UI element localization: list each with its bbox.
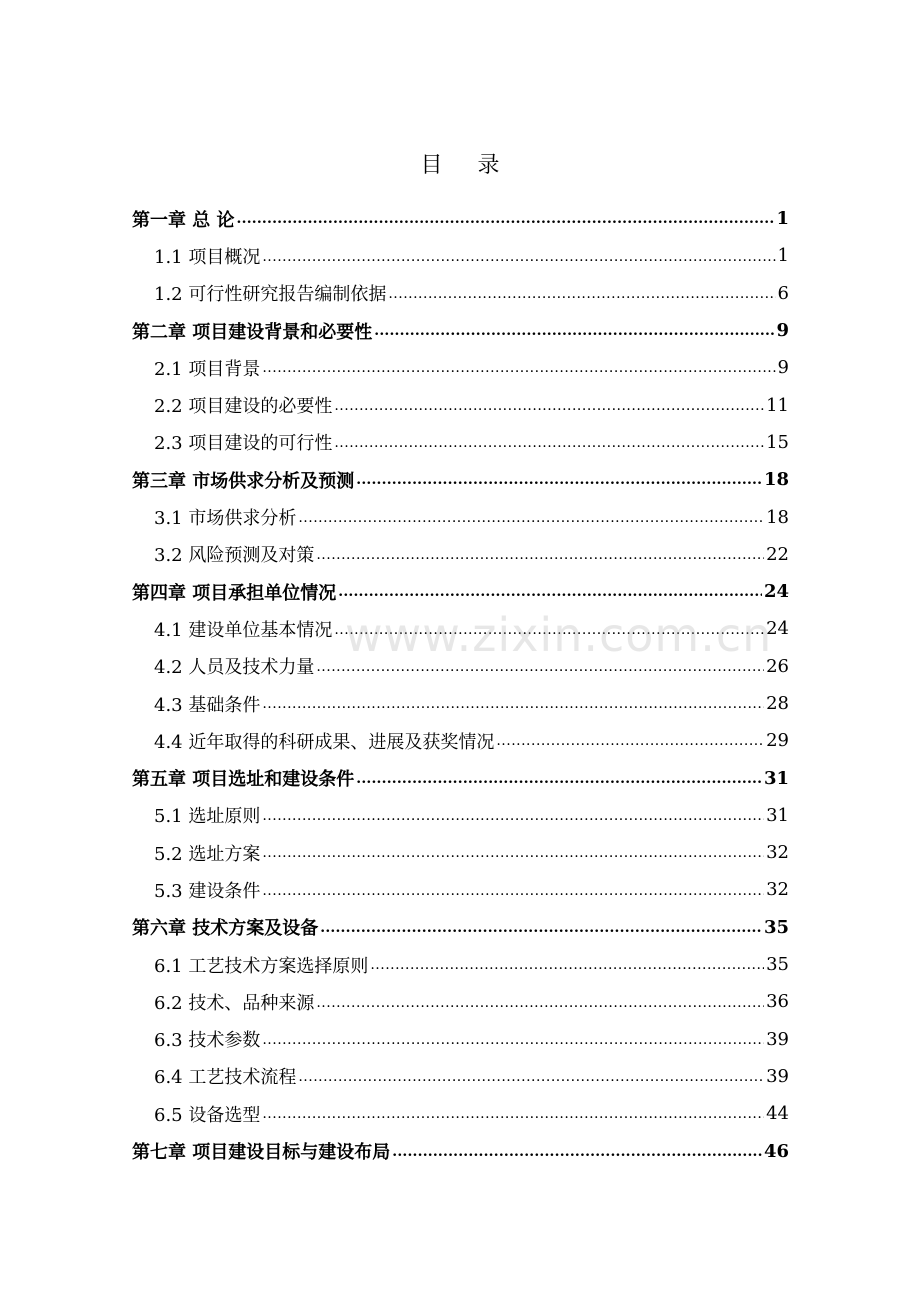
toc-page-number: 1 bbox=[776, 208, 789, 230]
toc-dot-leader bbox=[237, 212, 775, 237]
toc-page-number: 18 bbox=[763, 469, 789, 491]
toc-section-entry[interactable] bbox=[132, 1058, 789, 1095]
toc-section-entry[interactable] bbox=[132, 275, 789, 312]
toc-chapter-entry[interactable] bbox=[132, 1132, 789, 1169]
watermark: www.zixin.com.cn bbox=[345, 608, 773, 662]
toc-section-entry[interactable] bbox=[132, 834, 789, 871]
toc-entry-label: 5.1 选址原则 bbox=[154, 806, 261, 828]
toc-chapter-entry[interactable] bbox=[132, 759, 789, 796]
toc-section-entry[interactable] bbox=[132, 386, 789, 423]
toc-dot-leader bbox=[262, 361, 775, 386]
toc-page-number: 46 bbox=[763, 1140, 789, 1162]
toc-section-entry[interactable] bbox=[132, 1095, 789, 1132]
toc-page-number: 35 bbox=[766, 954, 789, 976]
toc-entry-label: 3.2 风险预测及对策 bbox=[154, 545, 315, 567]
toc-dot-leader bbox=[298, 511, 764, 536]
toc-dot-leader bbox=[388, 287, 775, 312]
toc-entry-label: 4.3 基础条件 bbox=[154, 694, 261, 716]
toc-dot-leader bbox=[370, 958, 764, 983]
toc-entry-label: 4.4 近年取得的科研成果、进展及获奖情况 bbox=[154, 731, 495, 753]
toc-entry-label: 3.1 市场供求分析 bbox=[154, 508, 297, 530]
toc-section-entry[interactable] bbox=[132, 1021, 789, 1058]
toc-page-number: 24 bbox=[766, 618, 789, 640]
toc-entry-label: 2.1 项目背景 bbox=[154, 358, 261, 380]
toc-page-number: 28 bbox=[766, 693, 789, 714]
toc-page-number: 1 bbox=[777, 245, 789, 267]
toc-dot-leader bbox=[334, 399, 764, 424]
toc-chapter-entry[interactable] bbox=[132, 312, 789, 349]
toc-entry-label: 1.1 项目概况 bbox=[154, 246, 261, 268]
toc-section-entry[interactable] bbox=[132, 983, 789, 1020]
toc-section-entry[interactable] bbox=[132, 424, 789, 461]
toc-entry-label: 第六章 技术方案及设备 bbox=[132, 918, 319, 940]
toc-entry-label: 第二章 项目建设背景和必要性 bbox=[132, 321, 373, 343]
toc-dot-leader bbox=[334, 436, 764, 461]
toc-chapter-entry[interactable] bbox=[132, 461, 789, 498]
toc-dot-leader bbox=[262, 697, 764, 722]
toc-entry-label: 6.5 设备选型 bbox=[154, 1104, 261, 1126]
toc-page-number: 11 bbox=[766, 394, 789, 416]
toc-page-number: 35 bbox=[763, 916, 789, 938]
toc-entry-label: 第四章 项目承担单位情况 bbox=[132, 582, 337, 604]
toc-dot-leader bbox=[392, 1145, 762, 1170]
toc-section-entry[interactable] bbox=[132, 349, 789, 386]
toc-entry-label: 6.1 工艺技术方案选择原则 bbox=[154, 955, 369, 977]
toc-section-entry[interactable] bbox=[132, 536, 789, 573]
toc-entry-label: 第三章 市场供求分析及预测 bbox=[132, 470, 355, 492]
toc-entry-label: 5.2 选址方案 bbox=[154, 843, 261, 865]
toc-dot-leader bbox=[316, 996, 764, 1021]
toc-page-number: 9 bbox=[777, 357, 789, 379]
toc-entry-label: 2.2 项目建设的必要性 bbox=[154, 396, 333, 418]
toc-section-entry[interactable] bbox=[132, 722, 789, 759]
toc-entry-label: 4.2 人员及技术力量 bbox=[154, 657, 315, 679]
toc-entry-label: 1.2 可行性研究报告编制依据 bbox=[154, 284, 387, 306]
toc-dot-leader bbox=[374, 324, 774, 349]
toc-section-entry[interactable] bbox=[132, 797, 789, 834]
toc-dot-leader bbox=[298, 1070, 764, 1095]
toc-entry-label: 第七章 项目建设目标与建设布局 bbox=[132, 1142, 391, 1164]
toc-section-entry[interactable] bbox=[132, 871, 789, 908]
toc-page-number: 9 bbox=[776, 320, 789, 342]
toc-dot-leader bbox=[316, 548, 764, 573]
toc-page-number: 39 bbox=[766, 1028, 789, 1050]
toc-entry-label: 6.2 技术、品种来源 bbox=[154, 992, 315, 1014]
toc-dot-leader bbox=[262, 250, 775, 275]
toc-dot-leader bbox=[320, 921, 762, 946]
toc-dot-leader bbox=[496, 734, 764, 759]
toc-dot-leader bbox=[262, 846, 764, 871]
toc-page-number: 39 bbox=[766, 1065, 789, 1087]
toc-entry-label: 5.3 建设条件 bbox=[154, 880, 261, 902]
toc-page-number: 36 bbox=[766, 991, 789, 1013]
toc-chapter-entry[interactable] bbox=[132, 200, 789, 237]
toc-section-entry[interactable] bbox=[132, 237, 789, 274]
toc-dot-leader bbox=[356, 473, 762, 498]
toc-dot-leader bbox=[356, 772, 762, 797]
toc-page-number: 18 bbox=[766, 506, 789, 528]
toc-section-entry[interactable] bbox=[132, 685, 789, 722]
toc-section-entry[interactable] bbox=[132, 648, 789, 685]
page-title: 目 录 bbox=[420, 153, 514, 178]
toc-page-number: 31 bbox=[763, 767, 789, 789]
table-of-contents bbox=[132, 200, 789, 1170]
toc-dot-leader bbox=[338, 585, 762, 610]
toc-page-number: 32 bbox=[766, 879, 789, 901]
toc-entry-label: 6.4 工艺技术流程 bbox=[154, 1067, 297, 1089]
toc-page-number: 15 bbox=[766, 431, 789, 453]
toc-entry-label: 第一章 总 论 bbox=[132, 209, 235, 231]
toc-dot-leader bbox=[262, 1033, 764, 1058]
toc-section-entry[interactable] bbox=[132, 610, 789, 647]
toc-page-number: 29 bbox=[766, 730, 789, 752]
toc-dot-leader bbox=[262, 884, 764, 909]
toc-page-number: 44 bbox=[766, 1103, 789, 1125]
toc-page-number: 32 bbox=[766, 842, 789, 864]
toc-page-number: 26 bbox=[766, 655, 789, 677]
toc-entry-label: 6.3 技术参数 bbox=[154, 1030, 261, 1052]
toc-entry-label: 第五章 项目选址和建设条件 bbox=[132, 769, 355, 791]
toc-dot-leader bbox=[262, 809, 764, 834]
toc-dot-leader bbox=[262, 1107, 764, 1132]
toc-entry-label: 2.3 项目建设的可行性 bbox=[154, 433, 333, 455]
toc-page-number: 31 bbox=[766, 804, 789, 826]
toc-section-entry[interactable] bbox=[132, 498, 789, 535]
toc-page-number: 24 bbox=[763, 581, 789, 603]
toc-chapter-entry[interactable] bbox=[132, 573, 789, 610]
toc-section-entry[interactable] bbox=[132, 946, 789, 983]
toc-page-number: 6 bbox=[777, 282, 789, 304]
toc-chapter-entry[interactable] bbox=[132, 909, 789, 946]
toc-entry-label: 4.1 建设单位基本情况 bbox=[154, 619, 333, 641]
toc-page-number: 22 bbox=[766, 543, 789, 565]
toc-dot-leader bbox=[316, 660, 764, 685]
toc-dot-leader bbox=[334, 623, 764, 648]
